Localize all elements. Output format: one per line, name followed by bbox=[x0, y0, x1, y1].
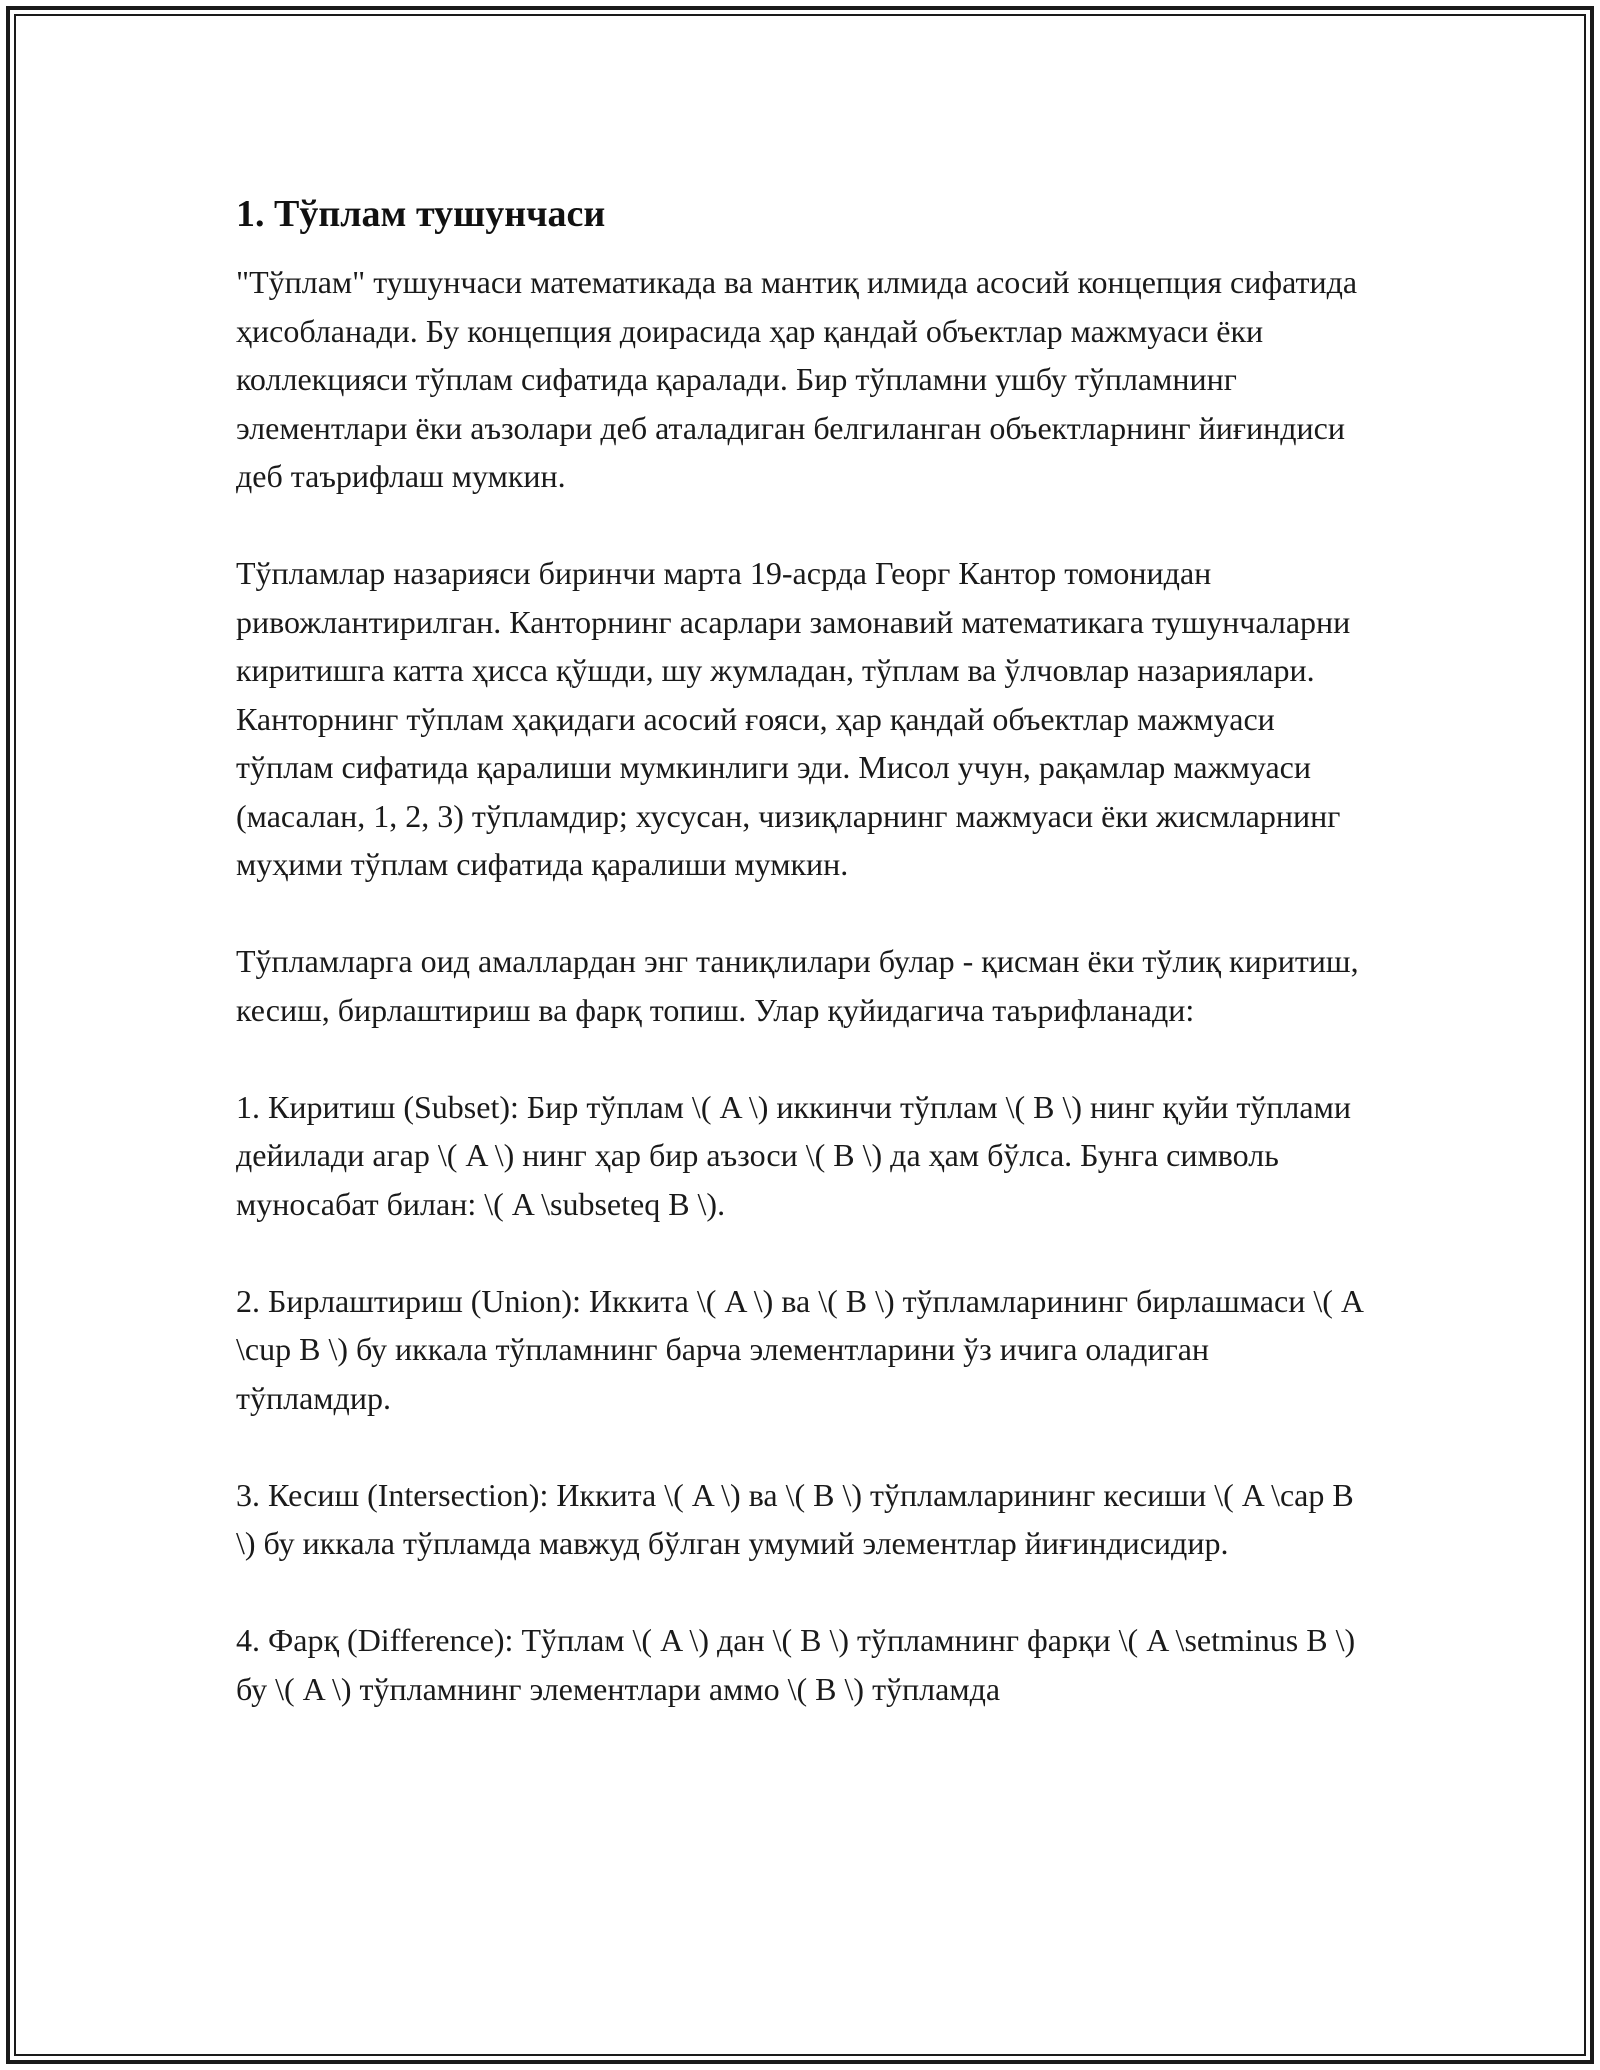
section-heading: 1. Тўплам тушунчаси bbox=[236, 193, 606, 235]
paragraph-intersection: 3. Кесиш (Intersection): Иккита \( A \) ва \( B \) тўпламларининг кесиши \( A \cap B \) бу иккала тўпламда мавжуд бўлган умумий элементлар йиғиндисидир. bbox=[236, 1476, 1354, 1561]
paragraph-subset: 1. Киритиш (Subset): Бир тўплам \( A \) иккинчи тўплам \( B \) нинг қуйи тўплами дейилади агар \( A \) нинг ҳар бир аъзоси \( B \) да ҳам бўлса. Бунга символь муносабат билан: \( A \subseteq B \). bbox=[236, 1088, 1351, 1222]
paragraph-set-definition: "Тўплам" тушунчаси математикада ва мантиқ илмида асосий концепция сифатида ҳисобланади. Бу концепция доирасида ҳар қандай объектлар мажмуаси ёки коллекцияси тўплам сифатида қаралади. Бир тўпламни ушбу тўпламнинг элементлари ёки аъзолари деб аталадиган белгиланган объектларнинг йиғиндиси деб таърифлаш мумкин. bbox=[236, 264, 1358, 494]
document-body bbox=[236, 186, 1366, 1762]
paragraph-set-theory-history: Тўпламлар назарияси биринчи марта 19-асрда Георг Кантор томонидан ривожлантирилган. Канторнинг асарлари замонавий математикага тушунчаларни киритишга катта ҳисса қўшди, шу жумладан, тўплам ва ўлчовлар назариялари. Канторнинг тўплам ҳақидаги асосий ғояси, ҳар қандай объектлар мажмуаси тўплам сифатида қаралиши мумкинлиги эди. Мисол учун, рақамлар мажмуаси (масалан, 1, 2, 3) тўпламдир; хусусан, чизиқларнинг мажмуаси ёки жисмларнинг муҳими тўплам сифатида қаралиши мумкин. bbox=[236, 555, 1351, 882]
paragraph-set-operations-intro: Тўпламларга оид амаллардан энг таниқлилари булар - қисман ёки тўлиқ киритиш, кесиш, бирлаштириш ва фарқ топиш. Улар қуйидагича таърифланади: bbox=[236, 943, 1359, 1028]
paragraph-union: 2. Бирлаштириш (Union): Иккита \( A \) ва \( B \) тўпламларининг бирлашмаси \( A \cup B \) бу иккала тўпламнинг барча элементларини ўз ичига оладиган тўпламдир. bbox=[236, 1282, 1363, 1416]
paragraph-difference: 4. Фарқ (Difference): Тўплам \( A \) дан \( B \) тўпламнинг фарқи \( A \setminus B \) бу \( A \) тўпламнинг элементлари аммо \( B \) тўпламда bbox=[236, 1622, 1356, 1707]
